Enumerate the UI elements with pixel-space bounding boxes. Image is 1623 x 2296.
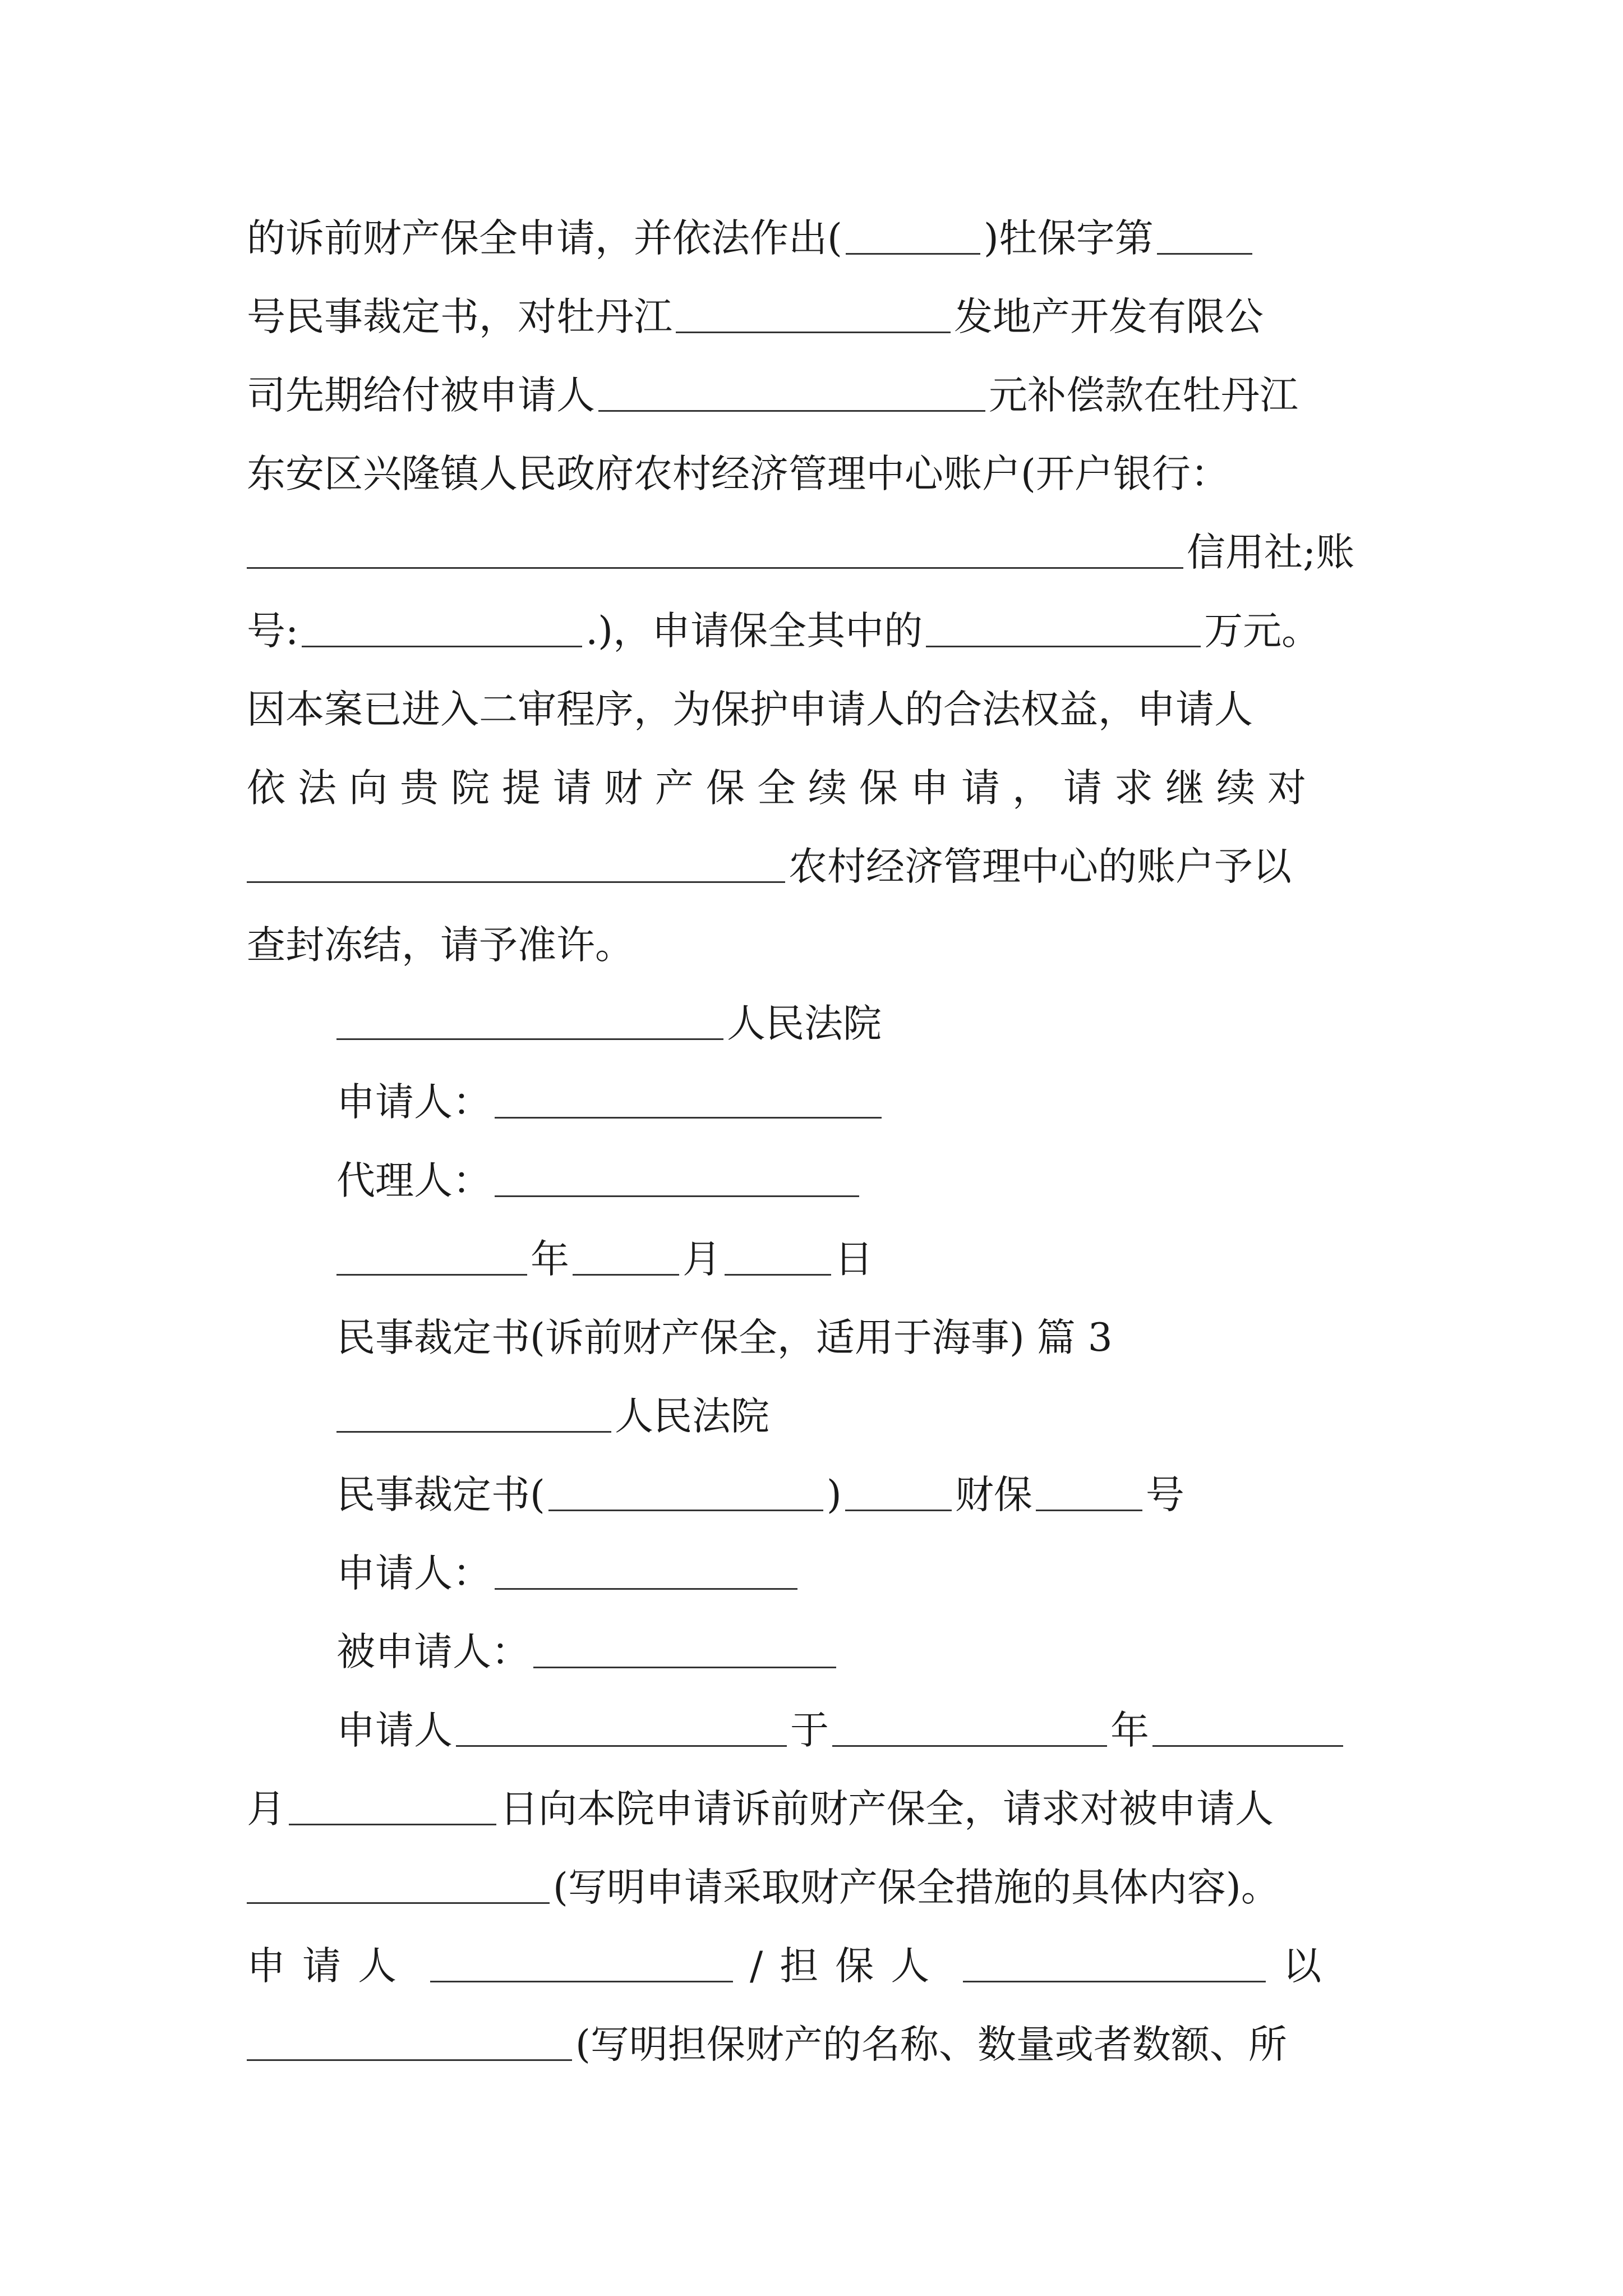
blank-field — [336, 1397, 611, 1433]
blank-field — [247, 1869, 550, 1904]
blank-field — [456, 1711, 787, 1747]
line-6-text-b: .)，申请保全其中的 — [585, 609, 923, 654]
date-line — [336, 1228, 873, 1290]
blank-field — [247, 533, 1183, 569]
body2-4-a: 申请人 — [247, 1944, 413, 1989]
body2-line-3 — [247, 1857, 1380, 1918]
body2-line-5 — [247, 2014, 1380, 2076]
blank-field — [926, 612, 1201, 647]
blank-field — [247, 2026, 572, 2061]
line-2-text-b: 发地产开发有限公 — [954, 295, 1264, 339]
blank-field — [548, 1476, 823, 1511]
blank-field — [495, 1083, 882, 1119]
body2-1-a: 申请人 — [336, 1708, 453, 1753]
applicant-line-2 — [336, 1543, 801, 1604]
blank-field — [430, 1947, 733, 1982]
text-line-7 — [247, 679, 1380, 740]
text-line-4 — [247, 443, 1380, 505]
blank-field — [676, 298, 951, 333]
body2-4-c: 以 — [1283, 1944, 1339, 1989]
applicant-line — [336, 1071, 885, 1133]
body2-2-a: 月 — [247, 1787, 285, 1832]
body2-line-2 — [247, 1778, 1380, 1840]
blank-field — [336, 1240, 527, 1276]
text-line-9 — [247, 836, 1380, 898]
applicant-label: 申请人： — [336, 1080, 491, 1125]
blank-field — [725, 1240, 831, 1276]
body2-4-b: /担保人 — [750, 1944, 947, 1989]
text-line-5 — [247, 522, 1380, 583]
text-line-1 — [247, 208, 1380, 269]
body2-1-c: 年 — [1110, 1708, 1149, 1753]
line-10-text-a: 查封冻结，请予准许。 — [247, 923, 634, 968]
blank-field — [1152, 1711, 1343, 1747]
agent-line — [336, 1150, 863, 1212]
date-day: 日 — [834, 1237, 873, 1282]
respondent-label: 被申请人： — [336, 1630, 530, 1674]
line-9-text-b: 农村经济管理中心的账户予以 — [789, 844, 1292, 889]
body2-5-b: (写明担保财产的名称、数量或者数额、所 — [575, 2022, 1287, 2067]
court-line — [336, 993, 882, 1055]
blank-field — [1157, 219, 1252, 255]
court-suffix: 人民法院 — [727, 1001, 882, 1046]
line-2-text-a: 号民事裁定书，对牡丹江 — [247, 295, 672, 339]
ruling-no-d: 号 — [1145, 1473, 1184, 1517]
court-suffix-2: 人民法院 — [615, 1394, 769, 1439]
body2-1-b: 于 — [790, 1708, 829, 1753]
blank-field — [247, 848, 785, 883]
blank-field — [495, 1554, 797, 1590]
blank-field — [598, 376, 985, 412]
body2-line-4 — [247, 1935, 1380, 1997]
court-line-2 — [336, 1386, 769, 1447]
body2-line-1 — [336, 1700, 1380, 1761]
blank-field — [573, 1240, 679, 1276]
blank-field — [336, 1005, 723, 1040]
date-month: 月 — [683, 1237, 721, 1282]
body2-2-b: 日向本院申请诉前财产保全，请求对被申请人 — [500, 1787, 1274, 1832]
blank-field — [963, 1947, 1266, 1982]
blank-field — [1036, 1476, 1142, 1511]
blank-field — [832, 1711, 1107, 1747]
line-1-text-b: )牡保字第 — [983, 216, 1154, 261]
ruling-no-a: 民事裁定书( — [336, 1473, 545, 1517]
blank-field — [533, 1633, 836, 1668]
line-7-text-a: 因本案已进入二审程序，为保护申请人的合法权益，申请人 — [247, 687, 1253, 732]
line-1-text-a: 的诉前财产保全申请，并依法作出( — [247, 216, 842, 261]
ruling-no-b: ) — [826, 1473, 842, 1517]
blank-field — [845, 1476, 952, 1511]
blank-field — [846, 219, 980, 255]
line-6-text-a: 号: — [247, 609, 299, 654]
ruling-no-c: 财保 — [955, 1473, 1032, 1517]
line-8-text-a: 依法向贵院提请财产保全续保申请，请求继续对 — [247, 766, 1318, 811]
date-year: 年 — [531, 1237, 569, 1282]
line-3-text-b: 元补偿款在牡丹江 — [989, 373, 1298, 418]
text-line-8 — [247, 757, 1380, 819]
line-5-text-b: 信用社;账 — [1187, 530, 1355, 575]
section-title-text: 民事裁定书(诉前财产保全，适用于海事) 篇 3 — [336, 1315, 1113, 1360]
line-4-text-a: 东安区兴隆镇人民政府农村经济管理中心账户(开户银行： — [247, 452, 1229, 496]
blank-field — [289, 1790, 496, 1825]
text-line-2 — [247, 286, 1380, 348]
blank-field — [495, 1162, 859, 1197]
ruling-number-line — [336, 1464, 1184, 1526]
respondent-line — [336, 1621, 840, 1683]
text-line-3 — [247, 365, 1380, 426]
line-3-text-a: 司先期给付被申请人 — [247, 373, 595, 418]
text-line-6 — [247, 600, 1380, 662]
section-title — [336, 1307, 1113, 1369]
line-6-text-c: 万元。 — [1204, 609, 1321, 654]
blank-field — [302, 612, 582, 647]
applicant-label-2: 申请人： — [336, 1551, 491, 1596]
body2-3-b: (写明申请采取财产保全措施的具体内容)。 — [553, 1865, 1280, 1910]
text-line-10 — [247, 914, 1380, 976]
agent-label: 代理人： — [336, 1158, 491, 1203]
